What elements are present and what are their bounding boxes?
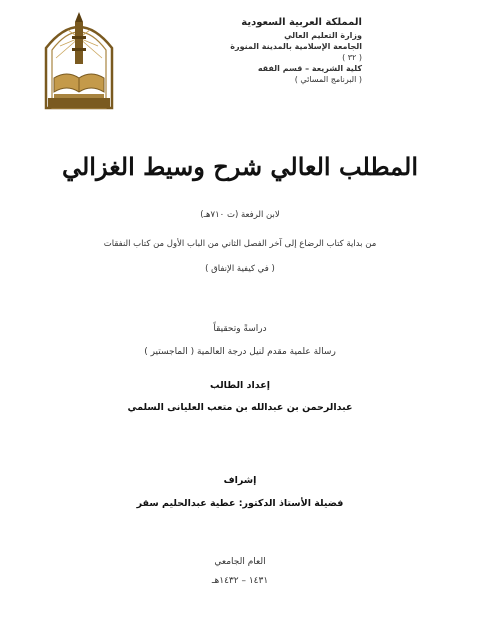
scope-subtitle: ( في كيفية الإنفاق ) bbox=[205, 264, 275, 274]
reference-number: ( ٣٢ ) bbox=[342, 53, 362, 62]
kingdom-name: المملكة العربية السعودية bbox=[241, 17, 362, 28]
thesis-description: رسالة علمية مقدم لنيل درجة العالمية ( الماجستير ) bbox=[144, 347, 336, 357]
study-label: دراسةً وتحقيقاً bbox=[213, 324, 267, 334]
faculty-name: كلية الشريعة – قسم الفقه bbox=[257, 64, 362, 73]
scope-line: من بداية كتاب الرضاع إلى آخر الفصل الثاني من الباب الأول من كتاب النفقات bbox=[103, 239, 377, 249]
academic-year-label: العام الجامعي bbox=[214, 557, 266, 567]
academic-year: ١٤٣١ – ١٤٣٢هـ bbox=[211, 576, 269, 586]
supervisor-name: فضيلة الأستاذ الدكتور: عطية عبدالحليم سقر bbox=[136, 498, 344, 509]
program-name: ( البرنامج المسائي ) bbox=[294, 75, 362, 84]
institution-header bbox=[212, 16, 362, 85]
book-title: المطلب العالي شرح وسيط الغزالي bbox=[61, 152, 418, 181]
university-name: الجامعة الإسلامية بالمدينة المنورة bbox=[230, 42, 362, 51]
prepared-by-label: إعداد الطالب bbox=[210, 380, 270, 391]
supervision-label: إشراف bbox=[223, 475, 257, 486]
author-line: لابن الرفعة (ت ٧١٠هـ) bbox=[200, 210, 280, 220]
university-logo bbox=[34, 8, 124, 116]
student-name: عبدالرحمن بن عبدالله بن متعب العليانى السلمي bbox=[127, 402, 353, 413]
ministry-name: وزارة التعليم العالي bbox=[284, 31, 362, 40]
